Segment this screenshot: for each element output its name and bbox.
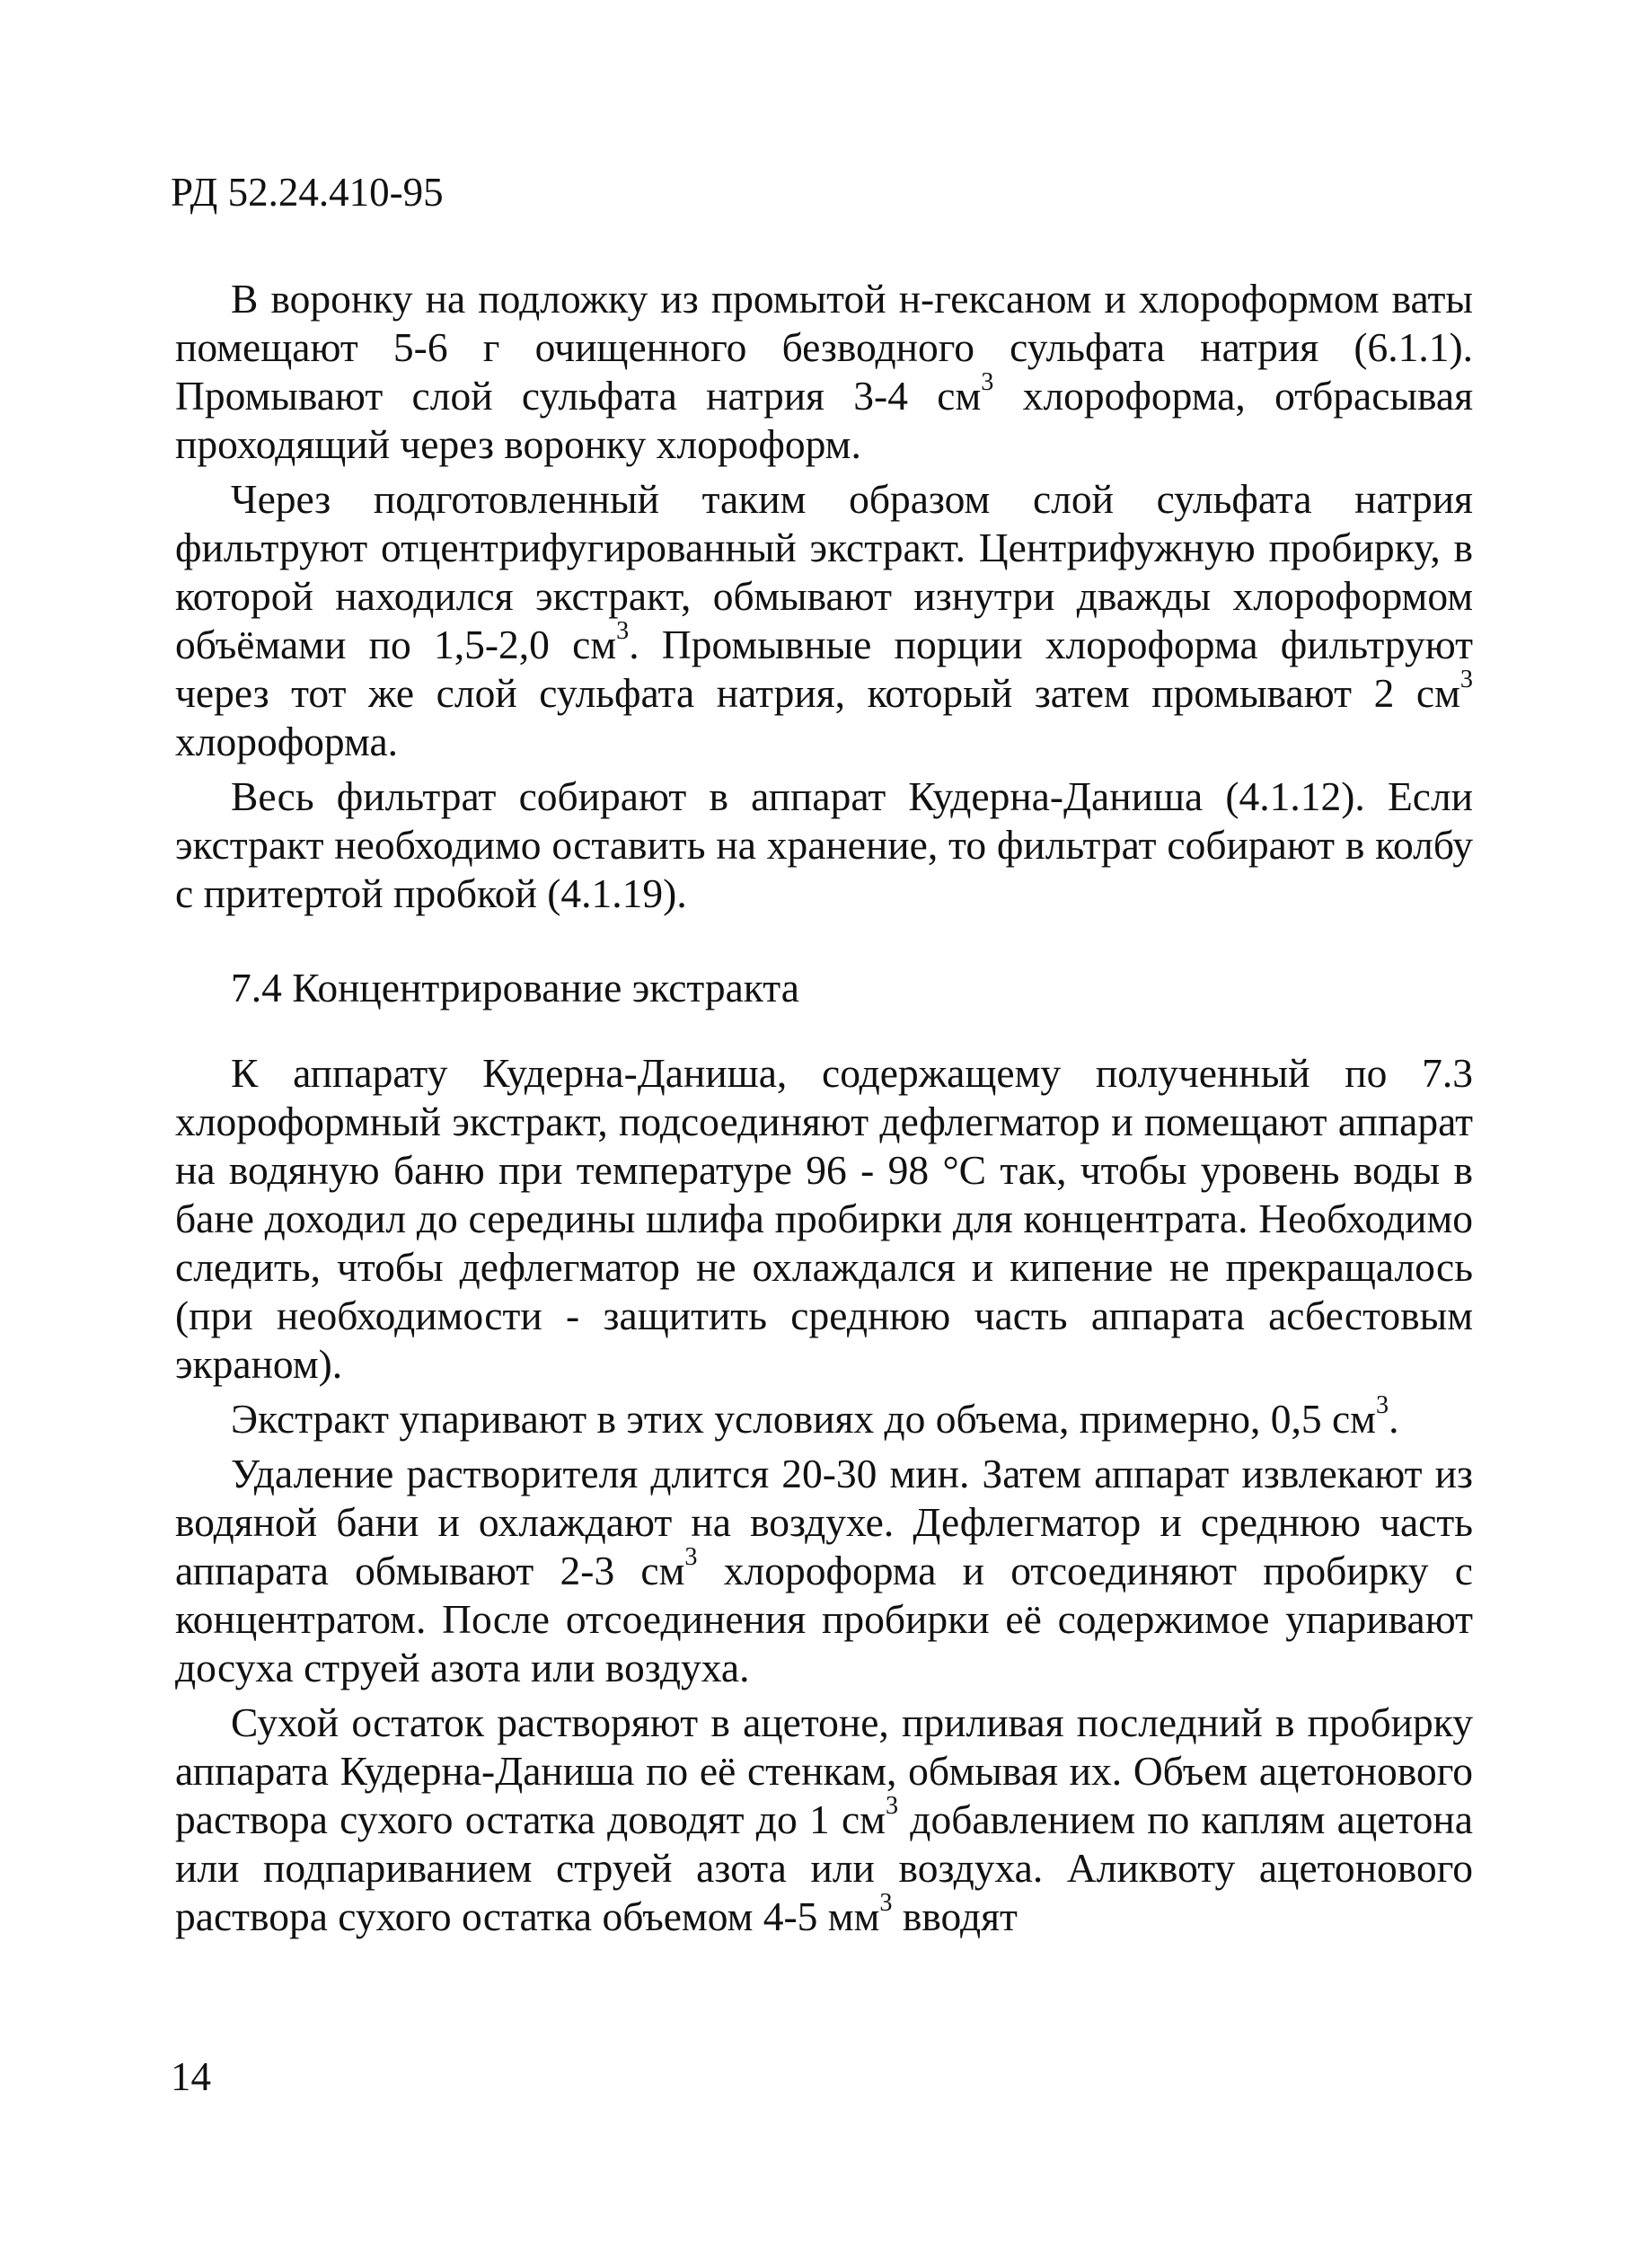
superscript: 3	[616, 617, 630, 645]
superscript: 3	[885, 1792, 899, 1820]
text-run: В воронку на подложку из промытой н-гексаном и хлороформом ваты помещают 5-6 г очищенного безводного сульфата натрия (6.1.1). Промывают слой сульфата натрия 3-4 см	[175, 276, 1473, 419]
section-heading: 7.4 Концентрирование экстракта	[231, 965, 799, 1010]
superscript: 3	[981, 368, 994, 396]
text-run: Удаление растворителя длится 20-30 мин. Затем аппарат извлекают из водяной бани и охлаждают на воздухе. Дефлегматор и среднюю часть аппарата обмывают 2-3 см	[175, 1451, 1473, 1593]
paragraph-sodium-sulfate-layer	[175, 275, 1473, 469]
text-run: .	[1389, 1396, 1399, 1442]
text-run: . Промывные порции хлороформа фильтруют через тот же слой сульфата натрия, который затем промывают 2 см	[175, 622, 1473, 716]
text-run: добавлением по каплям ацетона или подпариванием струей азота или воздуха. Аликвоту ацетонового раствора сухого остатка объемом 4-5 мм	[175, 1796, 1473, 1939]
paragraph-evaporation	[175, 1391, 1473, 1443]
paragraph-solvent-removal	[175, 1450, 1473, 1692]
superscript: 3	[1459, 666, 1473, 693]
text-run: хлороформа и отсоединяют пробирку с концентратом. После отсоединения пробирки её содержимое упаривают досуха струей азота или воздуха.	[175, 1548, 1473, 1690]
text-run: вводят	[892, 1893, 1018, 1939]
paragraph-filtration	[175, 475, 1473, 766]
paragraph-dry-residue	[175, 1699, 1473, 1941]
superscript: 3	[684, 1543, 698, 1571]
text-run: Сухой остаток растворяют в ацетоне, приливая последний в пробирку аппарата Кудерна-Даниша по её стенкам, обмывая их. Объем ацетонового раствора сухого остатка доводят до 1 см	[175, 1699, 1473, 1842]
body-text-lower	[175, 1049, 1473, 1941]
page-number: 14	[171, 2054, 211, 2099]
text-run: хлороформа.	[175, 719, 399, 764]
superscript: 3	[879, 1889, 893, 1917]
text-run: хлороформа, отбрасывая проходящий через воронку хлороформ.	[175, 373, 1474, 467]
text-run: Экстракт упаривают в этих условиях до объема, примерно, 0,5 см	[231, 1396, 1376, 1442]
body-text-upper	[175, 275, 1473, 918]
text-run: Через подготовленный таким образом слой сульфата натрия фильтруют отцентрифугированный экстракт. Центрифужную пробирку, в которой находился экстракт, обмывают изнутри дважды хлороформом объёмами по 1,5-2,0 см	[175, 476, 1473, 667]
paragraph-filtrate-collection: Весь фильтрат собирают в аппарат Кудерна-Даниша (4.1.12). Если экстракт необходимо оставить на хранение, то фильтрат собирают в колбу с притертой пробкой (4.1.19).	[175, 773, 1473, 916]
superscript: 3	[1375, 1391, 1389, 1419]
document-code: РД 52.24.410-95	[171, 170, 444, 215]
paragraph-kuderna-danish-setup: К аппарату Кудерна-Даниша, содержащему полученный по 7.3 хлороформный экстракт, подсоединяют дефлегматор и помещают аппарат на водяную баню при температуре 96 - 98 °С так, чтобы уровень воды в бане доходил до середины шлифа пробирки для концентрата. Необходимо следить, чтобы дефлегматор не охлаждался и кипение не прекращалось (при необходимости - защитить среднюю часть аппарата асбестовым экраном).	[175, 1050, 1473, 1387]
